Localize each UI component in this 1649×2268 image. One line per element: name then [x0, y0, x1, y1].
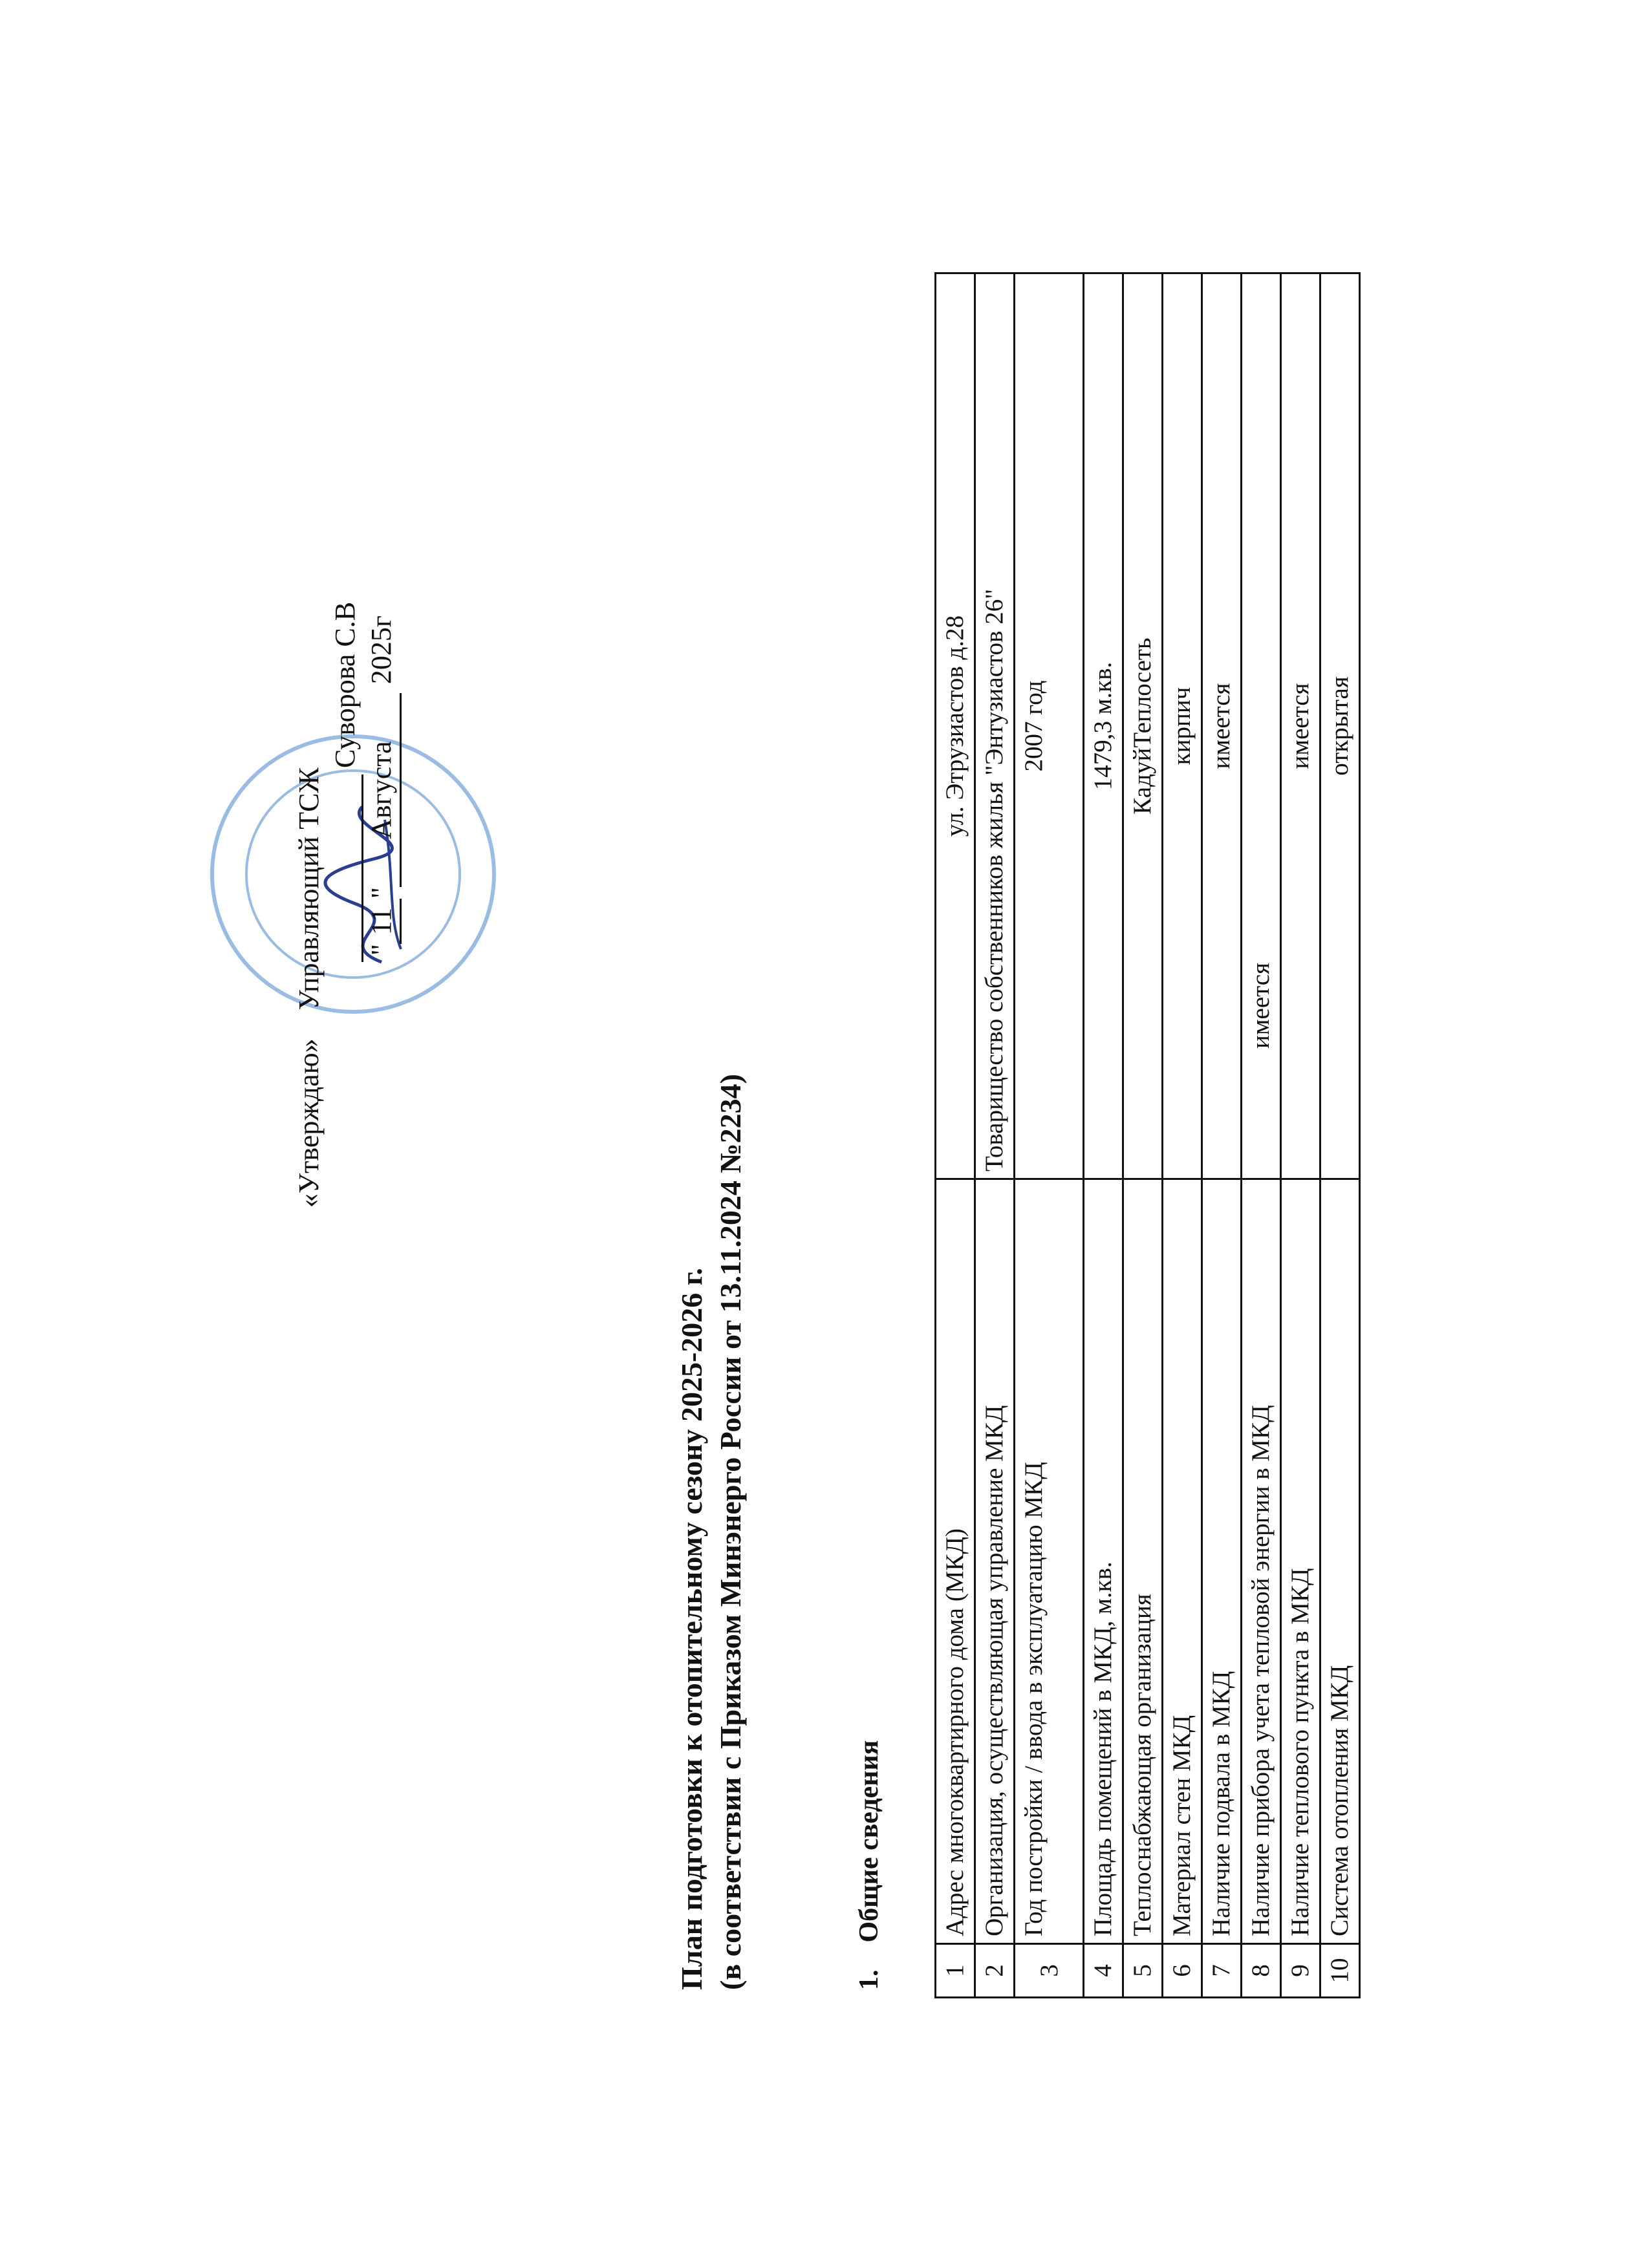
row-value: 1479,3 м.кв. [1084, 273, 1123, 1179]
document-title [673, 1074, 750, 1990]
row-name: Организация, осуществляющая управление МКД [975, 1179, 1015, 1944]
table-row [1281, 273, 1320, 1998]
approval-block [291, 602, 402, 1208]
row-value: кирпич [1163, 273, 1202, 1179]
row-value: имеется [1242, 273, 1281, 1179]
row-name: Теплоснабжающая организация [1123, 1179, 1163, 1944]
date-year: 2025г [365, 615, 397, 685]
table-row [1242, 273, 1281, 1998]
approval-name: Суворова С.В [329, 601, 361, 768]
table-row [1202, 273, 1242, 1998]
approval-signature-row [327, 602, 363, 1208]
date-quote-close: " [365, 887, 397, 899]
section-heading [854, 1740, 885, 1990]
signature-line [336, 775, 363, 962]
row-name: Наличие подвала в МКД [1202, 1179, 1242, 1944]
date-day: 11 [363, 899, 402, 944]
row-number: 9 [1281, 1944, 1320, 1998]
row-number: 4 [1084, 1944, 1123, 1998]
row-value: имеется [1281, 273, 1320, 1179]
table-row [1015, 273, 1084, 1998]
row-number: 6 [1163, 1944, 1202, 1998]
title-line-1: План подготовки к отопительному сезону 2025-2026 г. [675, 1267, 708, 1990]
row-name: Наличие теплового пункта в МКД [1281, 1179, 1320, 1944]
approval-label: «Утверждаю» [293, 1038, 325, 1208]
row-number: 1 [936, 1944, 975, 1998]
row-value: Товарищество собственников жилья "Энтузиастов 26" [975, 273, 1015, 1179]
row-value: 2007 год [1015, 273, 1084, 1179]
row-name: Материал стен МКД [1163, 1179, 1202, 1944]
title-line-2: (в соответствии с Приказом Минэнерго России от 13.11.2024 №2234) [714, 1074, 747, 1990]
date-quote-open: " [365, 944, 397, 956]
table-row [1163, 273, 1202, 1998]
row-value: ул. Этрузиастов д.28 [936, 273, 975, 1179]
row-value: имеется [1202, 273, 1242, 1179]
table-row [975, 273, 1015, 1998]
row-number: 5 [1123, 1944, 1163, 1998]
row-value: открытая [1320, 273, 1360, 1179]
section-title: Общие сведения [854, 1740, 884, 1943]
table-row [936, 273, 975, 1998]
row-name: Площадь помещений в МКД, м.кв. [1084, 1179, 1123, 1944]
approval-date-row [363, 602, 402, 1208]
row-number: 3 [1015, 1944, 1084, 1998]
date-month: Августа [363, 693, 402, 887]
general-info-table [934, 272, 1361, 1998]
row-name: Год постройки / ввода в эксплуатацию МКД [1015, 1179, 1084, 1944]
row-number: 10 [1320, 1944, 1360, 1998]
row-number: 7 [1202, 1944, 1242, 1998]
row-name: Наличие прибора учета тепловой энергии в МКД [1242, 1179, 1281, 1944]
row-name: Адрес многоквартирного дома (МКД) [936, 1179, 975, 1944]
row-number: 2 [975, 1944, 1015, 1998]
section-number: 1. [854, 1969, 884, 1990]
approval-title-row [291, 602, 327, 1208]
table-row [1320, 273, 1360, 1998]
table-row [1084, 273, 1123, 1998]
row-number: 8 [1242, 1944, 1281, 1998]
row-name: Система отопления МКД [1320, 1179, 1360, 1944]
table-row [1123, 273, 1163, 1998]
row-value: КадуйТеплосеть [1123, 273, 1163, 1179]
approval-position: Управляющий ТСЖ [293, 767, 325, 1011]
